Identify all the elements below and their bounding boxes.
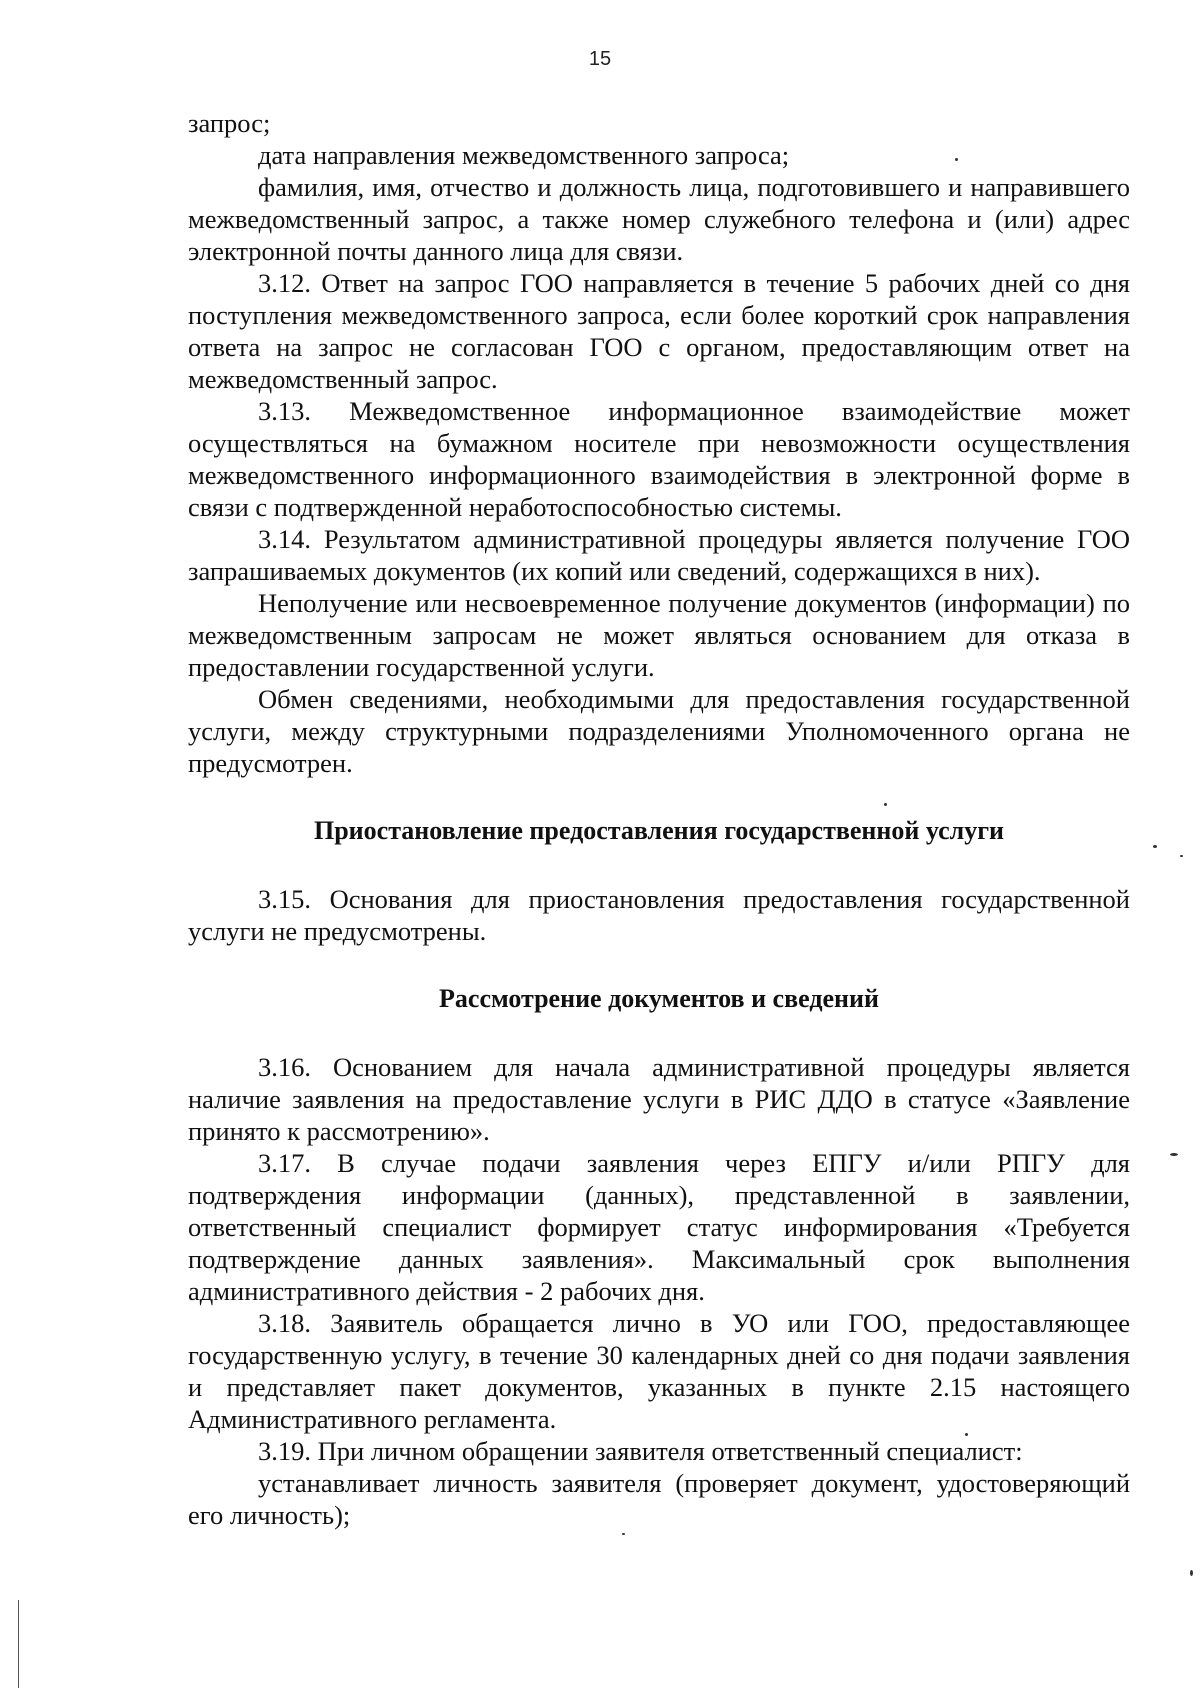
scan-speck: [1190, 1570, 1193, 1576]
paragraph-3-16: 3.16. Основанием для начала административной процедуры является наличие заявления на предоставление услуги в РИС ДДО в статусе «Заявление принято к рассмотрению».: [188, 1052, 1130, 1146]
paragraph-3-18: 3.18. Заявитель обращается лично в УО или ГОО, предоставляющее государственную услугу, в течение 30 календарных дней со дня подачи заявления и представляет пакет документов, указанных в пункте 2.15 настоящего Административного регламента.: [188, 1308, 1130, 1434]
paragraph-3-17: 3.17. В случае подачи заявления через ЕПГУ и/или РПГУ для подтверждения информации (данных), представленной в заявлении, ответственный специалист формирует статус информирования «Требуется подтверждение данных заявления». Максимальный срок выполнения административного действия - 2 рабочих дня.: [188, 1148, 1130, 1306]
scan-speck: [884, 803, 887, 806]
scan-speck: [1180, 855, 1183, 857]
page-number: 15: [588, 48, 612, 70]
scan-speck: [955, 158, 958, 161]
paragraph-exchange: Обмен сведениями, необходимыми для предоставления государственной услуги, между структурными подразделениями Уполномоченного органа не предусмотрен.: [188, 684, 1130, 778]
paragraph-request-end: запрос;: [188, 108, 271, 138]
section-heading-review: Рассмотрение документов и сведений: [439, 984, 879, 1013]
paragraph-request-author: фамилия, имя, отчество и должность лица, подготовившего и направившего межведомственный запрос, а также номер служебного телефона и (или) адрес электронной почты данного лица для связи.: [188, 172, 1130, 266]
scan-speck: [1153, 845, 1157, 848]
paragraph-request-date: дата направления межведомственного запроса;: [258, 140, 790, 170]
paragraph-non-receipt: Неполучение или несвоевременное получение документов (информации) по межведомственным запросам не может являться основанием для отказа в предоставлении государственной услуги.: [188, 588, 1130, 682]
paragraph-3-15: 3.15. Основания для приостановления предоставления государственной услуги не предусмотрены.: [188, 884, 1130, 946]
section-heading-suspension: Приостановление предоставления государственной услуги: [313, 816, 1004, 845]
scan-speck: [1170, 1153, 1178, 1156]
scan-speck: [622, 1533, 625, 1535]
paragraph-3-14: 3.14. Результатом административной процедуры является получение ГОО запрашиваемых документов (их копий или сведений, содержащихся в них).: [188, 524, 1130, 586]
paragraph-3-13: 3.13. Межведомственное информационное взаимодействие может осуществляться на бумажном носителе при невозможности осуществления межведомственного информационного взаимодействия в электронной форме в связи с подтвержденной неработоспособностью системы.: [188, 396, 1130, 522]
document-body: [188, 107, 1130, 1531]
paragraph-3-19: 3.19. При личном обращении заявителя ответственный специалист:: [258, 1436, 1023, 1466]
paragraph-identity-check: устанавливает личность заявителя (проверяет документ, удостоверяющий его личность);: [188, 1468, 1130, 1530]
scan-speck: [965, 1433, 968, 1436]
paragraph-3-12: 3.12. Ответ на запрос ГОО направляется в течение 5 рабочих дней со дня поступления межведомственного запроса, если более короткий срок направления ответа на запрос не согласован ГОО с органом, предоставляющим ответ на межведомственный запрос.: [188, 268, 1130, 394]
scan-margin-line: [18, 1600, 19, 1688]
